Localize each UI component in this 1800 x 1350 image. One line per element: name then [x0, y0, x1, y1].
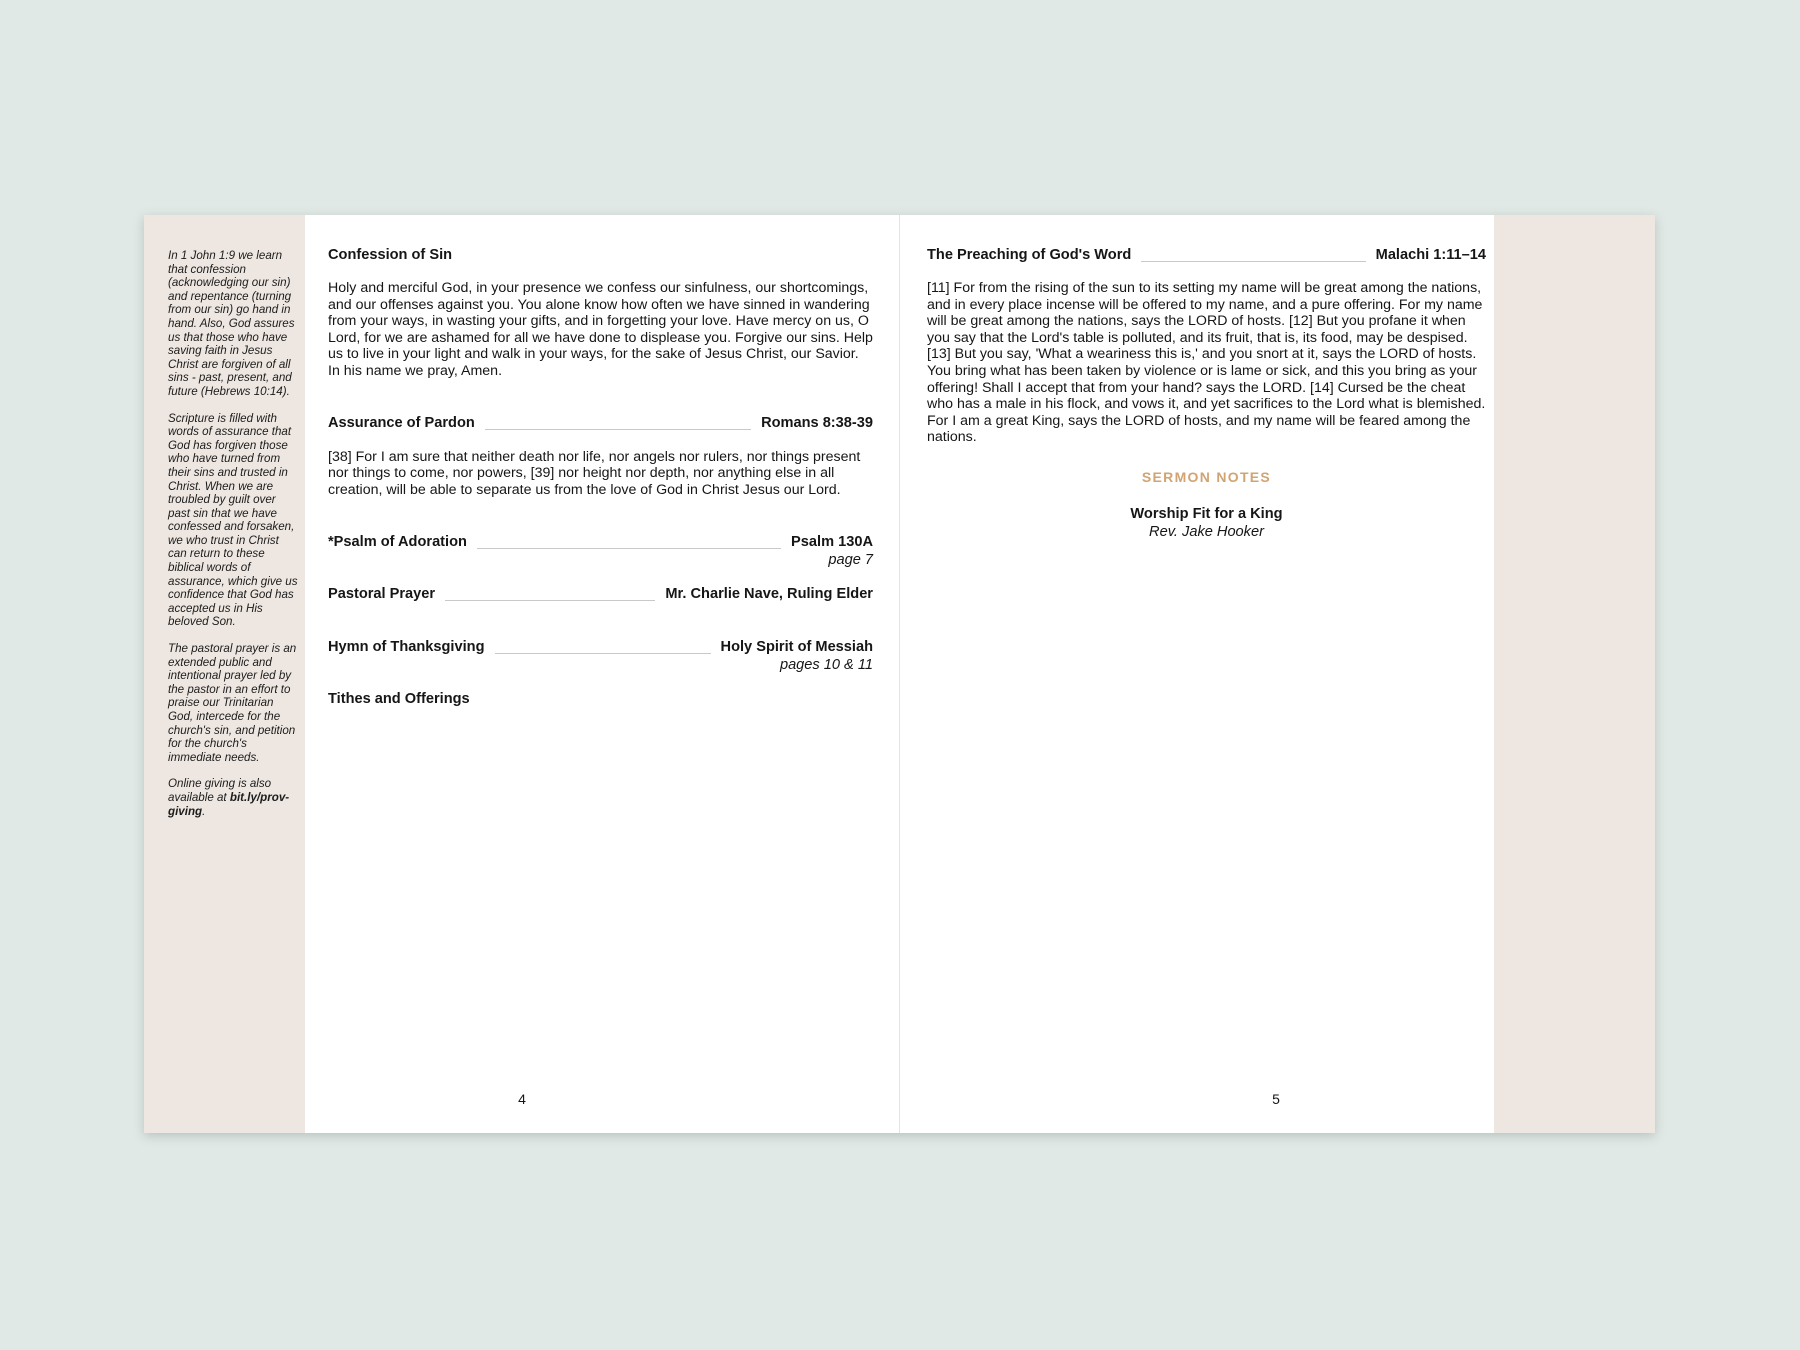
- giving-text: Online giving is also available at: [168, 777, 272, 804]
- left-page: [328, 247, 873, 708]
- scripture-text: [11] For from the rising of the sun to its setting my name will be great among the nations, and in every place incense will be offered to my name, and a pure offering. For my name will be great among the nations, says the LORD of hosts. [12] But you profane it when you say that the Lord's table is polluted, and its fruit, that is, its food, may be despised. [13] But you say, 'What a weariness this is,' and you snort at it, says the LORD of hosts. You bring what has been taken by violence or is lame or sick, and this you bring as your offering! Shall I accept that from your hand? says the LORD. [14] Cursed be the cheat who has a male in his flock, and vows it, and yet sacrifices to the Lord what is blemished. For I am a great King, says the LORD of hosts, and my name will be feared among the nations.: [927, 280, 1486, 446]
- assurance-text: [38] For I am sure that neither death nor life, nor angels nor rulers, nor things present nor things to come, nor powers, [39] nor height nor depth, nor anything else in all creation, will be able to separate us from the love of God in Christ Jesus our Lord.: [328, 448, 861, 498]
- page-spine: [899, 215, 900, 1133]
- margin-note-confession: In 1 John 1:9 we learn that confession (acknowledging our sin) and repentance (turning from our sin) go hand in hand. Also, God assures us that those who have saving faith in Jesus Christ are forgiven of all sins - past, present, and future (Hebrews 10:14).: [168, 249, 295, 398]
- leader-rule: [485, 428, 751, 430]
- psalm-page: page 7: [828, 552, 873, 569]
- tithes-title: Tithes and Offerings: [328, 691, 470, 708]
- sermon-preacher: Rev. Jake Hooker: [1149, 523, 1264, 540]
- leader-rule: [445, 599, 655, 601]
- leader-rule: [1141, 260, 1365, 262]
- hymn-row: [328, 639, 873, 656]
- giving-suffix: .: [202, 804, 206, 818]
- margin-note-assurance: Scripture is filled with words of assurance that God has forgiven those who have turned from their sins and trusted in Christ. When we are troubled by guilt over past sin that we have confessed and forsaken, we who trust in Christ can return to these biblical words of assurance, which give us confidence that God has accepted us in His beloved Son.: [168, 411, 298, 629]
- margin-notes: [168, 249, 299, 831]
- hymn-title: Hymn of Thanksgiving: [328, 639, 485, 656]
- preaching-reference: Malachi 1:11–14: [1375, 247, 1486, 263]
- page-number-4: 4: [518, 1091, 526, 1107]
- hymn-pages: pages 10 & 11: [779, 657, 873, 674]
- psalm-reference: Psalm 130A: [791, 534, 873, 551]
- pastoral-prayer-title: Pastoral Prayer: [328, 586, 436, 603]
- psalm-row: [328, 534, 873, 551]
- margin-note-giving: [168, 777, 299, 818]
- pastoral-prayer-leader: Mr. Charlie Nave, Ruling Elder: [665, 586, 873, 603]
- leader-rule: [477, 547, 781, 549]
- bulletin-spread: [144, 215, 1655, 1133]
- assurance-row: [328, 415, 873, 432]
- confession-text: Holy and merciful God, in your presence we confess our sinfulness, our shortcomings, and our offenses against you. You alone know how often we have sinned in wandering from your ways, in wasting your gifts, and in forgetting your love. Have mercy on us, O Lord, for we are ashamed for all we have done to displease you. Forgive our sins. Help us to live in your light and walk in your ways, for the sake of Jesus Christ, our Savior. In his name we pray, Amen.: [328, 280, 873, 379]
- preaching-title: The Preaching of God's Word: [927, 247, 1132, 263]
- giving-link[interactable]: bit.ly/prov-giving: [168, 790, 290, 818]
- sermon-title: Worship Fit for a King: [1130, 505, 1283, 522]
- preaching-row: [927, 247, 1486, 264]
- page-number-5: 5: [1272, 1091, 1280, 1107]
- pastoral-prayer-row: [328, 586, 873, 603]
- assurance-reference: Romans 8:38-39: [761, 414, 873, 431]
- assurance-title: Assurance of Pardon: [328, 414, 475, 431]
- right-page: [927, 247, 1486, 541]
- hymn-name: Holy Spirit of Messiah: [720, 639, 873, 656]
- right-margin-panel: [1494, 215, 1655, 1133]
- psalm-title: *Psalm of Adoration: [328, 534, 467, 551]
- margin-note-pastoral-prayer: The pastoral prayer is an extended public and intentional prayer led by the pastor in an effort to praise our Trinitarian God, intercede for the church's sin, and petition for the church's immediate needs.: [168, 642, 297, 764]
- leader-rule: [495, 652, 711, 654]
- confession-title: Confession of Sin: [328, 247, 453, 263]
- sermon-notes-label: SERMON NOTES: [1141, 468, 1272, 485]
